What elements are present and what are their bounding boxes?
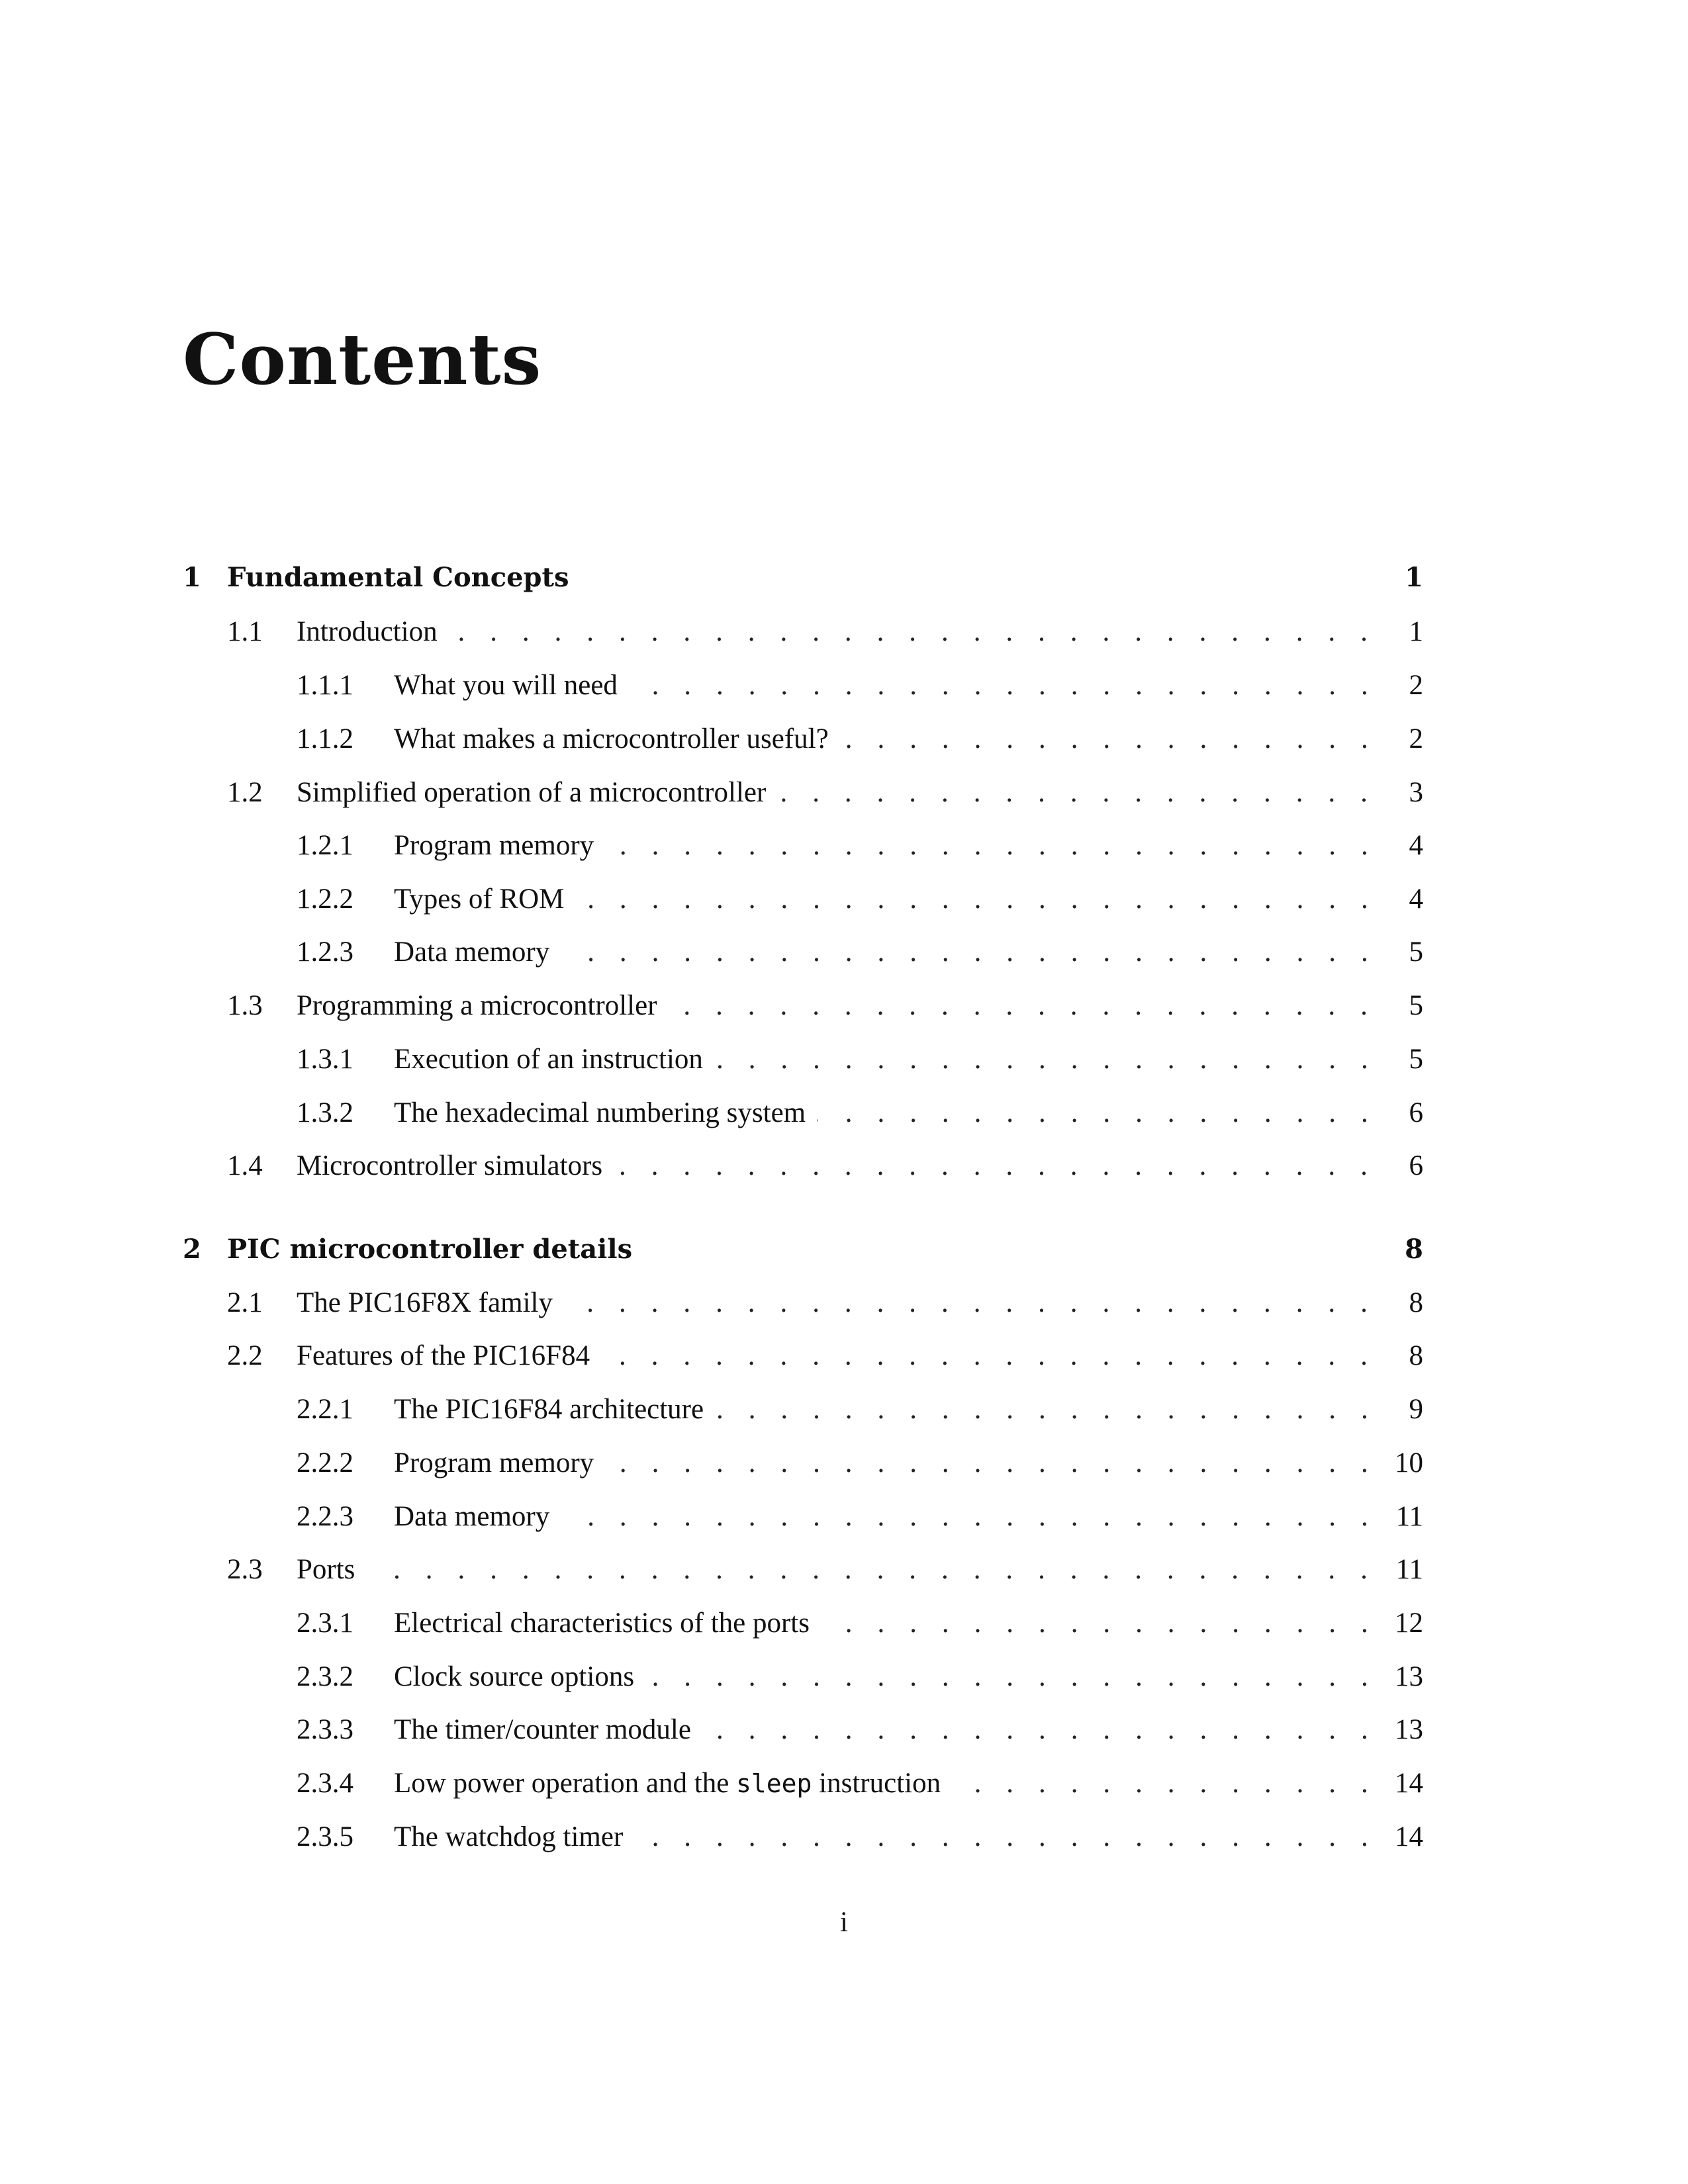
subsection-number: 1.2.3 xyxy=(297,936,353,968)
subsection-number: 2.3.1 xyxy=(297,1608,353,1639)
page-number: 6 xyxy=(1409,1150,1423,1181)
subsection-number: 2.3.4 xyxy=(297,1768,353,1799)
page-number: 8 xyxy=(1409,1287,1423,1318)
toc-chapter-1[interactable] xyxy=(0,558,1688,598)
page-number: 14 xyxy=(1395,1768,1423,1799)
subsection-number: 2.2.2 xyxy=(297,1447,353,1479)
subsection-number: 1.1.2 xyxy=(297,723,353,754)
subsection-number: 1.3.2 xyxy=(297,1097,353,1128)
page-number: 4 xyxy=(1409,830,1423,861)
toc-subsection-2-3-3[interactable] xyxy=(0,1710,1688,1750)
page-number: 1 xyxy=(1405,562,1423,593)
subsection-title: Electrical characteristics of the ports xyxy=(394,1604,821,1643)
section-number: 2.1 xyxy=(227,1287,263,1318)
page-number: 14 xyxy=(1395,1821,1423,1852)
subsection-title: Execution of an instruction xyxy=(394,1040,715,1079)
toc-section-1-4[interactable] xyxy=(0,1146,1688,1186)
chapter-number: 2 xyxy=(183,1234,201,1265)
subsection-number: 2.2.1 xyxy=(297,1394,353,1425)
page-number: 8 xyxy=(1409,1340,1423,1371)
toc-section-1-2[interactable] xyxy=(0,773,1688,813)
toc-chapter-2[interactable] xyxy=(0,1230,1688,1269)
page-number: 5 xyxy=(1409,936,1423,968)
section-title: Microcontroller simulators xyxy=(297,1146,614,1186)
section-title: Features of the PIC16F84 xyxy=(297,1336,602,1376)
page-number: 1 xyxy=(1409,616,1423,647)
subsection-number: 2.2.3 xyxy=(297,1501,353,1532)
section-title: The PIC16F8X family xyxy=(297,1283,565,1323)
subsection-title xyxy=(394,1764,953,1803)
toc-subsection-1-1-2[interactable] xyxy=(0,719,1688,759)
sleep-instruction-code: sleep xyxy=(736,1769,812,1798)
dot-leader xyxy=(297,1550,1370,1590)
toc-subsection-1-2-3[interactable] xyxy=(0,933,1688,972)
subsection-title: Program memory xyxy=(394,826,606,866)
subsection-title: The timer/counter module xyxy=(394,1710,703,1750)
section-title: Introduction xyxy=(297,612,449,652)
section-title: Simplified operation of a microcontroller xyxy=(297,773,778,813)
toc-subsection-2-3-2[interactable] xyxy=(0,1657,1688,1697)
page-number: 5 xyxy=(1409,1044,1423,1075)
section-number: 2.2 xyxy=(227,1340,263,1371)
subsection-title: The watchdog timer xyxy=(394,1817,635,1857)
subsection-title-after: instruction xyxy=(819,1768,941,1799)
page-number: 11 xyxy=(1395,1554,1423,1585)
section-number: 1.1 xyxy=(227,616,263,647)
subsection-title: The hexadecimal numbering system xyxy=(394,1093,818,1133)
page-number: 12 xyxy=(1395,1608,1423,1639)
subsection-title: What you will need xyxy=(394,666,630,705)
subsection-number: 1.1.1 xyxy=(297,670,353,701)
section-number: 1.3 xyxy=(227,990,263,1021)
page-number: 3 xyxy=(1409,777,1423,808)
page-number: 13 xyxy=(1395,1661,1423,1692)
page-number: 13 xyxy=(1395,1714,1423,1745)
subsection-title: Clock source options xyxy=(394,1657,646,1697)
toc-section-1-3[interactable] xyxy=(0,986,1688,1026)
chapter-title: Fundamental Concepts xyxy=(227,562,569,593)
page-number: 5 xyxy=(1409,990,1423,1021)
toc-subsection-1-3-1[interactable] xyxy=(0,1040,1688,1079)
section-title: Ports xyxy=(297,1550,367,1590)
subsection-title-before: Low power operation and the xyxy=(394,1768,729,1799)
subsection-number: 2.3.5 xyxy=(297,1821,353,1852)
subsection-title: Program memory xyxy=(394,1443,606,1483)
page-number: 8 xyxy=(1405,1234,1423,1265)
page-number: 10 xyxy=(1395,1447,1423,1479)
subsection-number: 2.3.2 xyxy=(297,1661,353,1692)
toc-subsection-1-3-2[interactable] xyxy=(0,1093,1688,1133)
toc-subsection-1-2-1[interactable] xyxy=(0,826,1688,866)
toc-subsection-1-2-2[interactable] xyxy=(0,880,1688,919)
section-number: 1.4 xyxy=(227,1150,263,1181)
subsection-number: 1.3.1 xyxy=(297,1044,353,1075)
page-number: 4 xyxy=(1409,884,1423,915)
section-number: 1.2 xyxy=(227,777,263,808)
subsection-title: What makes a microcontroller useful? xyxy=(394,719,841,759)
page-number: 9 xyxy=(1409,1394,1423,1425)
toc-subsection-2-2-2[interactable] xyxy=(0,1443,1688,1483)
dot-leader xyxy=(297,612,1370,652)
toc-section-2-3[interactable] xyxy=(0,1550,1688,1590)
toc-subsection-2-3-1[interactable] xyxy=(0,1604,1688,1643)
toc-subsection-2-2-1[interactable] xyxy=(0,1390,1688,1430)
page-number: 11 xyxy=(1395,1501,1423,1532)
toc-subsection-1-1-1[interactable] xyxy=(0,666,1688,705)
footer-page-number: i xyxy=(840,1907,848,1938)
section-title: Programming a microcontroller xyxy=(297,986,669,1026)
toc-subsection-2-3-4[interactable] xyxy=(0,1764,1688,1803)
subsection-number: 2.3.3 xyxy=(297,1714,353,1745)
page-number: 2 xyxy=(1409,723,1423,754)
subsection-number: 1.2.2 xyxy=(297,884,353,915)
chapter-title: PIC microcontroller details xyxy=(227,1234,633,1265)
subsection-title: The PIC16F84 architecture xyxy=(394,1390,716,1430)
subsection-title: Data memory xyxy=(394,933,561,972)
subsection-number: 1.2.1 xyxy=(297,830,353,861)
chapter-number: 1 xyxy=(183,562,201,593)
toc-section-2-2[interactable] xyxy=(0,1336,1688,1376)
subsection-title: Data memory xyxy=(394,1497,561,1537)
page-number: 2 xyxy=(1409,670,1423,701)
page-number: 6 xyxy=(1409,1097,1423,1128)
page-title: Contents xyxy=(183,318,542,400)
subsection-title: Types of ROM xyxy=(394,880,576,919)
toc-subsection-2-2-3[interactable] xyxy=(0,1497,1688,1537)
section-number: 2.3 xyxy=(227,1554,263,1585)
toc-subsection-2-3-5[interactable] xyxy=(0,1817,1688,1857)
toc-section-2-1[interactable] xyxy=(0,1283,1688,1323)
toc-section-1-1[interactable] xyxy=(0,612,1688,652)
